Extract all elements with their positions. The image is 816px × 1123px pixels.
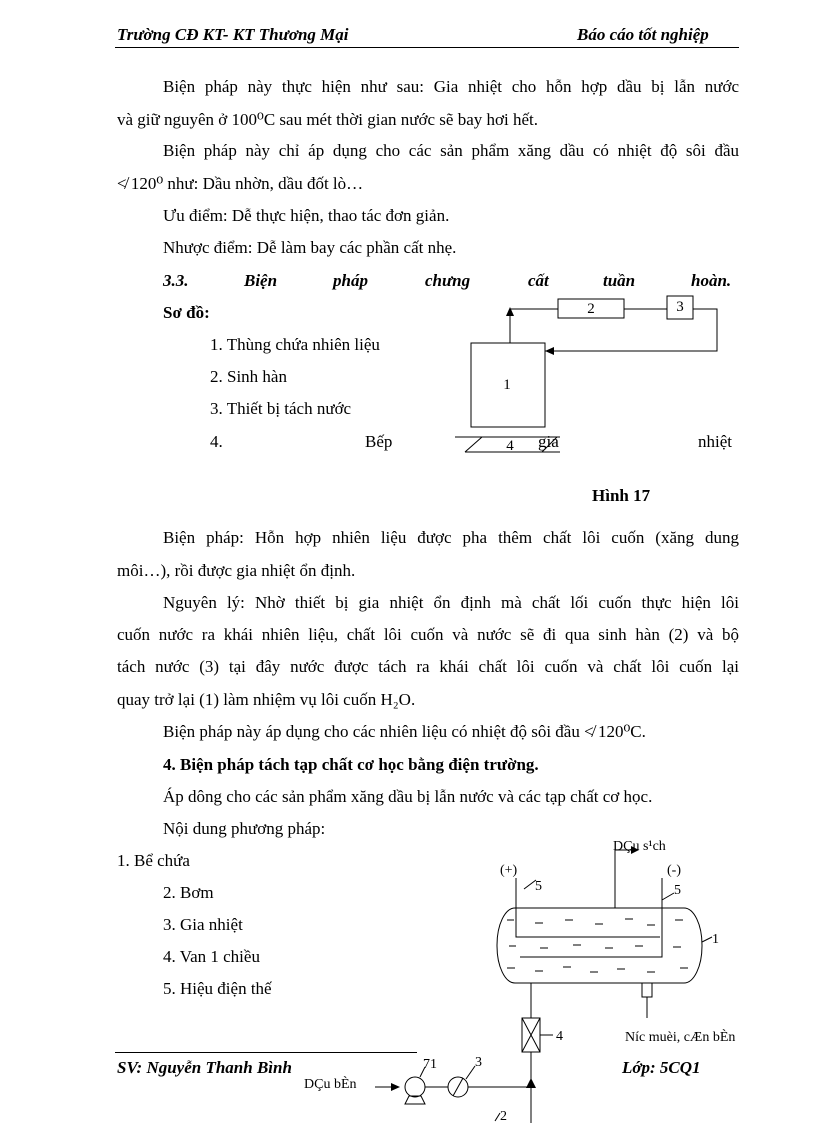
drain-valve — [642, 983, 652, 997]
list4-item1: 1. Bể chứa — [117, 851, 190, 870]
list4-item5: 5. Hiệu điện thế — [163, 979, 272, 998]
para-principle-line4: quay trở lại (1) làm nhiệm vụ lôi cuốn H₂O. — [117, 690, 416, 709]
stove-left-slant — [465, 437, 482, 452]
list33-item4-bep: Bếp — [365, 432, 393, 451]
plus-terminal-label: (+) — [500, 863, 518, 878]
dirty-oil-label: DÇu bÈn — [304, 1077, 357, 1092]
label-1: 1 — [712, 932, 719, 947]
footer-student: SV: Nguyễn Thanh Bình — [117, 1058, 292, 1077]
inlet-arrowhead — [526, 1078, 536, 1088]
list4-item4: 4. Van 1 chiều — [163, 947, 260, 966]
para-heating-line2: và giữ nguyên ở 100⁰C sau mét thời gian nước sẽ bay hơi hết. — [117, 110, 538, 129]
section4-heading: 4. Biện pháp tách tạp chất cơ học bằng điện trường. — [163, 755, 539, 774]
stove-right-slant — [542, 437, 557, 452]
box2-label: 2 — [587, 301, 595, 317]
sec33-w1: 3.3. — [163, 271, 189, 290]
return-line — [545, 309, 717, 351]
list33-item2: 2. Sinh hàn — [210, 367, 287, 386]
label-2: 2 — [500, 1109, 507, 1123]
para-apply: Biện pháp này áp dụng cho các nhiên liệu có nhiệt độ sôi đầu ≮ 120⁰C. — [163, 722, 646, 741]
minus-terminal-label: (-) — [667, 863, 681, 878]
para-scope-line1: Biện pháp này chỉ áp dụng cho các sản phẩm xăng dầu có nhiệt độ sôi đầu — [163, 141, 739, 160]
stove-label: 4 — [506, 438, 514, 454]
list33-item4-gia: gia — [538, 432, 559, 451]
box1-label: 1 — [503, 377, 511, 393]
list33-item4-num: 4. — [210, 432, 223, 451]
para-scope-line2: ≮ 120⁰ như: Dầu nhờn, dầu đốt lò… — [117, 174, 364, 193]
section4-content-label: Nội dung phương pháp: — [163, 819, 326, 838]
dirty-arrowhead — [391, 1083, 400, 1091]
figure-caption-17: Hình 17 — [592, 486, 651, 505]
advantage: Ưu điểm: Dễ thực hiện, thao tác đơn giản. — [163, 206, 450, 225]
para-principle-line2: cuốn nước ra khái nhiên liệu, chất lôi cuốn và nước sẽ đi qua sinh hàn (2) và bộ — [117, 625, 739, 644]
para-principle-line3: tách nước (3) tại đây nước được tách ra khái chất lôi cuốn và chất lôi cuốn lại — [117, 657, 739, 676]
list33-item4-nhiet: nhiệt — [698, 432, 732, 451]
para-heating-line1: Biện pháp này thực hiện như sau: Gia nhiệt cho hỗn hợp dầu bị lẫn nước — [163, 77, 739, 96]
header-school: Trường CĐ KT- KT Thương Mại — [117, 25, 349, 44]
header-rule — [115, 47, 739, 48]
residue-label: Níc muèi, cÆn bÈn — [625, 1030, 736, 1045]
footer-rule — [115, 1052, 417, 1053]
section4-apply: Áp dông cho các sản phẩm xăng dầu bị lẫn nước và các tạp chất cơ học. — [163, 787, 653, 806]
footer-class: Lớp: 5CQ1 — [622, 1058, 701, 1077]
list33-item1: 1. Thùng chứa nhiên liệu — [210, 335, 380, 354]
arrowhead-up — [506, 307, 514, 316]
list4-item3: 3. Gia nhiệt — [163, 915, 243, 934]
recirculation-diagram — [455, 285, 735, 460]
box3-label: 3 — [676, 299, 684, 315]
header-report-title: Báo cáo tốt nghiệp — [577, 25, 709, 44]
label-5-left: 5 — [535, 879, 542, 894]
label-5-right: 5 — [674, 883, 681, 898]
disadvantage: Nhược điểm: Dễ làm bay các phần cất nhẹ. — [163, 238, 457, 257]
label-3: 3 — [475, 1055, 482, 1070]
sec33-w3: pháp — [333, 271, 368, 290]
oil-dashes — [507, 919, 688, 972]
list33-item3: 3. Thiết bị tách nước — [210, 399, 352, 418]
para-method-line1: Biện pháp: Hỗn hợp nhiên liệu được pha thêm chất lôi cuốn (xăng dung — [163, 528, 739, 547]
sec33-w5: cất — [528, 271, 549, 290]
separator-vessel — [497, 908, 702, 983]
sodo-label: Sơ đồ: — [163, 303, 210, 322]
arrowhead-left — [545, 347, 554, 355]
para-method-line2: môi…), rồi được gia nhiệt ổn định. — [117, 561, 356, 580]
label-71: 71 — [423, 1057, 437, 1072]
sec33-w6: tuần — [603, 271, 636, 290]
pump-circle — [405, 1077, 425, 1097]
vapor-line — [510, 309, 558, 343]
label-4: 4 — [556, 1029, 563, 1044]
sec33-w7: hoàn. — [691, 271, 732, 290]
sec33-w2: Biện — [244, 271, 278, 290]
list4-item2: 2. Bơm — [163, 883, 214, 902]
para-principle-line1: Nguyên lý: Nhờ thiết bị gia nhiệt ổn định mà chất lối cuốn thực hiện lôi — [163, 593, 739, 612]
clean-oil-label: DÇu s¹ch — [613, 839, 666, 854]
sec33-w4: chưng — [425, 271, 471, 290]
electrostatic-diagram — [295, 830, 805, 1123]
